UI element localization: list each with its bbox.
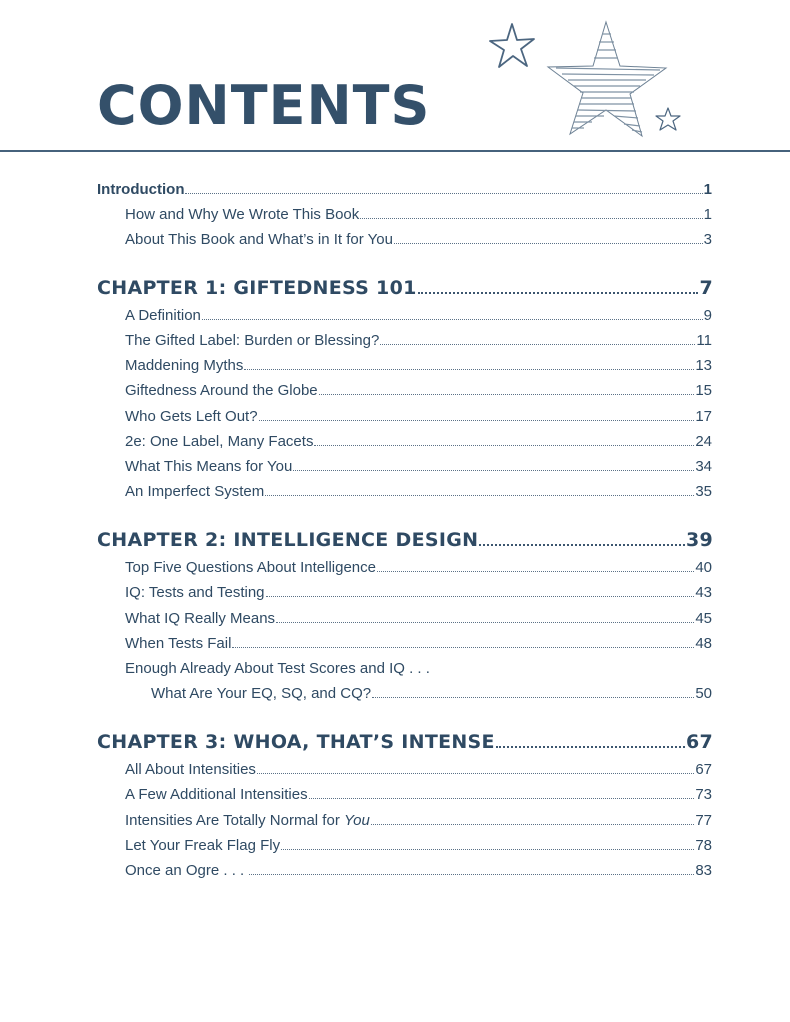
dot-leader: [202, 319, 703, 320]
dot-leader: [185, 193, 702, 194]
toc-entry[interactable]: [125, 812, 712, 829]
toc-entry[interactable]: [125, 408, 712, 425]
toc-page-number: 78: [695, 837, 712, 854]
toc-entry-label: The Gifted Label: Burden or Blessing?: [125, 332, 380, 349]
dot-leader: [265, 495, 694, 496]
toc-entry-label: A Few Additional Intensities: [125, 786, 308, 803]
dot-leader: [394, 243, 703, 244]
toc-page-number: 1: [703, 206, 712, 223]
toc-entry-label-emphasis: You: [343, 812, 370, 829]
toc-entry[interactable]: [125, 357, 712, 374]
dot-leader: [360, 218, 702, 219]
contents-header: [0, 0, 790, 152]
dot-leader: [259, 420, 695, 421]
toc-entry[interactable]: [125, 862, 712, 879]
toc-entry[interactable]: [125, 610, 712, 627]
toc-page-number: 48: [695, 635, 712, 652]
dot-leader: [249, 874, 694, 875]
chapter-page-number: 7: [699, 277, 713, 299]
page-title: CONTENTS: [97, 74, 431, 137]
dot-leader: [281, 849, 694, 850]
toc-entry-introduction[interactable]: [97, 181, 712, 198]
toc-entry-label: About This Book and What’s in It for You: [125, 231, 393, 248]
toc-entry-label: 2e: One Label, Many Facets: [125, 433, 314, 450]
toc-entry-label: Once an Ogre . . .: [125, 862, 249, 879]
toc-page-number: 3: [703, 231, 712, 248]
dot-leader: [418, 292, 699, 294]
chapter-title: CHAPTER 2: INTELLIGENCE DESIGN: [97, 529, 479, 551]
toc-entry-label: A Definition: [125, 307, 201, 324]
dot-leader: [380, 344, 695, 345]
toc-page-number: 34: [695, 458, 712, 475]
dot-leader: [257, 773, 694, 774]
toc-page-number: 9: [703, 307, 712, 324]
toc-entry-label: Introduction: [97, 181, 185, 198]
toc-entry[interactable]: [125, 786, 712, 803]
toc-entry[interactable]: [125, 837, 712, 854]
toc-entry[interactable]: [125, 307, 712, 324]
small-star-icon: [490, 24, 534, 67]
toc-page-number: 67: [695, 761, 712, 778]
dot-leader: [293, 470, 694, 471]
toc-entry-continued[interactable]: Enough Already About Test Scores and IQ . . .: [125, 660, 430, 677]
toc-page-number: 35: [695, 483, 712, 500]
toc-entry-label: Who Gets Left Out?: [125, 408, 258, 425]
toc-page-number: 15: [695, 382, 712, 399]
chapter-page-number: 39: [685, 529, 713, 551]
toc-entry[interactable]: [125, 206, 712, 223]
toc-entry-label: When Tests Fail: [125, 635, 232, 652]
chapter-title: CHAPTER 1: GIFTEDNESS 101: [97, 277, 417, 299]
toc-page-number: 45: [695, 610, 712, 627]
dot-leader: [314, 445, 694, 446]
dot-leader: [377, 571, 694, 572]
toc-entry[interactable]: [125, 483, 712, 500]
toc-chapter-2[interactable]: [97, 529, 713, 551]
toc-entry[interactable]: [125, 635, 712, 652]
star-doodles-icon: [484, 12, 684, 142]
large-hatched-star-icon: [548, 22, 666, 136]
toc-entry[interactable]: [125, 332, 712, 349]
toc-page-number: 13: [695, 357, 712, 374]
dot-leader: [479, 544, 685, 546]
toc-entry[interactable]: [125, 559, 712, 576]
toc-entry[interactable]: [125, 382, 712, 399]
toc-page-number: 43: [695, 584, 712, 601]
dot-leader: [319, 394, 695, 395]
toc-entry[interactable]: [125, 231, 712, 248]
toc-entry-label: How and Why We Wrote This Book: [125, 206, 360, 223]
chapter-page-number: 67: [685, 731, 713, 753]
toc-page-number: 83: [695, 862, 712, 879]
toc-chapter-3[interactable]: [97, 731, 713, 753]
toc-entry-label: What Are Your EQ, SQ, and CQ?: [151, 685, 372, 702]
toc-page-number: 11: [696, 332, 712, 349]
toc-entry-label: Top Five Questions About Intelligence: [125, 559, 376, 576]
header-divider: [0, 150, 790, 152]
toc-page-number: 40: [695, 559, 712, 576]
dot-leader: [276, 622, 694, 623]
toc-entry-label: What This Means for You: [125, 458, 293, 475]
toc-entry-label: Maddening Myths: [125, 357, 244, 374]
toc-entry[interactable]: [151, 685, 712, 702]
toc-page-number: 73: [695, 786, 712, 803]
toc-entry-label: IQ: Tests and Testing: [125, 584, 265, 601]
toc-page-number: 24: [695, 433, 712, 450]
toc-entry-label: [125, 812, 370, 829]
dot-leader: [309, 798, 695, 799]
toc-page-number: 17: [695, 408, 712, 425]
toc-entry-label: What IQ Really Means: [125, 610, 276, 627]
toc-entry[interactable]: [125, 433, 712, 450]
dot-leader: [232, 647, 694, 648]
toc-entry-label: Giftedness Around the Globe: [125, 382, 318, 399]
chapter-title: CHAPTER 3: WHOA, THAT’S INTENSE: [97, 731, 495, 753]
tiny-star-icon: [656, 108, 680, 130]
dot-leader: [371, 824, 694, 825]
dot-leader: [244, 369, 694, 370]
toc-entry-label: Let Your Freak Flag Fly: [125, 837, 281, 854]
toc-entry-label-text: Intensities Are Totally Normal for: [125, 812, 344, 829]
dot-leader: [372, 697, 694, 698]
dot-leader: [266, 596, 695, 597]
toc-page-number: 77: [695, 812, 712, 829]
dot-leader: [496, 746, 685, 748]
toc-entry[interactable]: [125, 458, 712, 475]
toc-entry-label: An Imperfect System: [125, 483, 265, 500]
toc-chapter-1[interactable]: [97, 277, 713, 299]
toc-entry-label: All About Intensities: [125, 761, 256, 778]
toc-page-number: 50: [695, 685, 712, 702]
toc-entry[interactable]: [125, 584, 712, 601]
toc-page-number: 1: [703, 181, 712, 198]
toc-entry[interactable]: [125, 761, 712, 778]
